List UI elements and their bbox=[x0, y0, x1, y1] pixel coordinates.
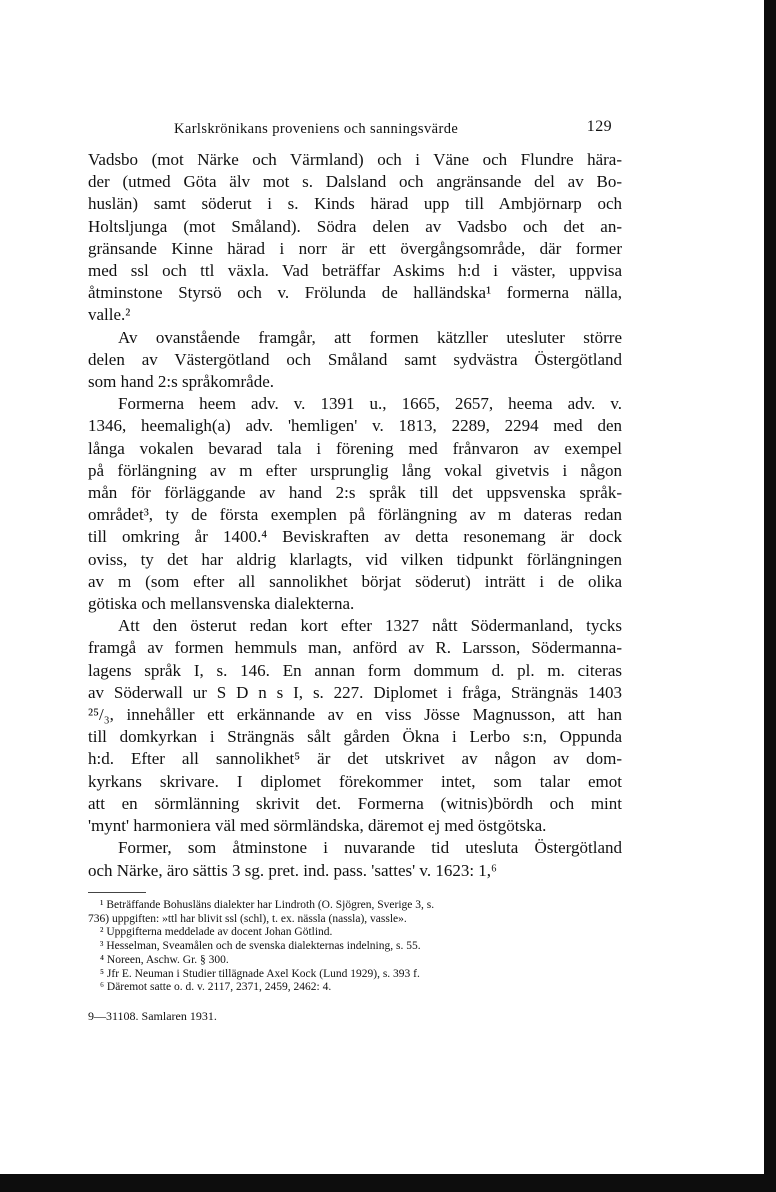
footnote-divider bbox=[88, 892, 146, 893]
text-line: Vadsbo (mot Närke och Värmland) och i Väne och Flundre härа- bbox=[88, 150, 622, 169]
text-line: götiska och mellansvenska dialekterna. bbox=[88, 594, 355, 614]
footnote: ¹ Beträffande Bohusläns dialekter har Lindroth (O. Sjögren, Sverige 3, s. bbox=[100, 898, 435, 911]
running-head-title: Karlskrönikans proveniens och sanningsvärde bbox=[174, 121, 459, 137]
text-line: delen av Västergötland och Småland samt sydvästra Östergötland bbox=[88, 349, 622, 369]
text-line: valle.² bbox=[88, 305, 131, 325]
text-line: h:d. Efter all sannolikhet⁵ är det utskrivet av någon av dom- bbox=[88, 749, 622, 769]
text-line: som hand 2:s språkområde. bbox=[88, 372, 275, 392]
text-line: Holtsljunga (mot Småland). Södra delen av Vadsbo och det an- bbox=[88, 216, 622, 236]
text-line: och Närke, äro sättis 3 sg. pret. ind. pass. 'sattes' v. 1623: 1,⁶ bbox=[88, 860, 497, 880]
paragraph bbox=[88, 327, 622, 394]
text-line: av Söderwall ur S D n s I, s. 227. Diplomet i fråga, Strängnäs 1403 bbox=[88, 682, 622, 702]
text-line: Former, som åtminstone i nuvarande tid utesluta Östergötland bbox=[118, 838, 622, 858]
paragraph bbox=[88, 615, 622, 837]
text-line: Av ovanstående framgår, att formen kätzller utesluter större bbox=[118, 327, 622, 347]
text-line: av m (som efter all sannolikhet börjat söderut) inträtt i de olika bbox=[88, 571, 622, 591]
text-line: framgå av formen hemmuls man, anförd av R. Larsson, Södermanna- bbox=[88, 638, 622, 658]
text-line: åtminstone Styrsö och v. Frölunda de halländska¹ formerna nälla, bbox=[88, 283, 622, 303]
text-line: mån för förläggande av hand 2:s språk till det uppsvenska språk- bbox=[88, 483, 622, 503]
text-line: till omkring år 1400.⁴ Beviskraften av detta resonemang är dock bbox=[88, 527, 622, 547]
text-line: 1346, heemaligh(a) adv. 'hemligen' v. 1813, 2289, 2294 med den bbox=[88, 416, 622, 436]
paragraph bbox=[88, 837, 622, 881]
text-line: till domkyrkan i Strängnäs sålt gården Ökna i Lerbo s:n, Oppunda bbox=[88, 727, 622, 747]
text-line: oviss, ty det har aldrig klarlagts, vid vilken tidpunkt förlängningen bbox=[88, 549, 622, 569]
body-text bbox=[88, 149, 622, 882]
text-line: med ssl och ttl växla. Vad beträffar Askims h:d i väster, uppvisa bbox=[88, 261, 622, 281]
footnote: ³ Hesselman, Sveamålen och de svenska dialekternas indelning, s. 55. bbox=[100, 940, 421, 953]
page-number: 129 bbox=[586, 118, 612, 135]
footnote: 736) uppgiften: »ttl har blivit ssl (schl), t. ex. nässla (nassla), vassle». bbox=[88, 912, 407, 925]
paragraph bbox=[88, 149, 622, 327]
footnote: ⁶ Däremot satte o. d. v. 2117, 2371, 2459, 2462: 4. bbox=[100, 981, 332, 994]
text-line: långa vokalen bevarad tala i förening med frånvaron av exempel bbox=[88, 438, 622, 458]
footnote: ⁴ Noreen, Aschw. Gr. § 300. bbox=[100, 953, 229, 966]
text-line: Att den österut redan kort efter 1327 nått Södermanland, tycks bbox=[118, 616, 622, 636]
text-line: gränsande Kinne härad i norr är ett övergångsområde, där former bbox=[88, 238, 622, 258]
text-line: lagens språk I, s. 146. En annan form dommum d. pl. m. citeras bbox=[88, 660, 622, 680]
printer-signature: 9—31108. Samlaren 1931. bbox=[88, 1009, 217, 1024]
footnotes bbox=[88, 899, 622, 996]
text-line: 'mynt' harmoniera väl med sörmländska, däremot ej med östgötska. bbox=[88, 816, 547, 836]
text-line: att en sörmlänning skrivit det. Formerna (witnis)bördh och mint bbox=[88, 793, 622, 813]
text-line: huslän) samt söderut i s. Kinds härad upp till Ambjörnarp och bbox=[88, 194, 622, 214]
paragraph bbox=[88, 393, 622, 615]
text-line: området³, ty de första exemplen på förlängning av m dateras redan bbox=[88, 505, 622, 525]
text-line: på förlängning av m efter ursprunglig lång vokal givetvis i någon bbox=[88, 460, 622, 480]
page bbox=[88, 115, 622, 1024]
running-head bbox=[88, 115, 622, 149]
scan-edge-bottom bbox=[0, 1174, 776, 1192]
text-line: Formerna heem adv. v. 1391 u., 1665, 2657, heema adv. v. bbox=[118, 394, 622, 414]
text-line: kyrkans skrivare. I diplomet förekommer intet, som talar emot bbox=[88, 771, 622, 791]
footnote: ⁵ Jfr E. Neuman i Studier tillägnade Axel Kock (Lund 1929), s. 393 f. bbox=[100, 967, 420, 980]
footnote: ² Uppgifterna meddelade av docent Johan Götlind. bbox=[100, 926, 333, 939]
text-line: der (utmed Göta älv mot s. Dalsland och angränsande del av Bo- bbox=[88, 172, 622, 192]
text-line: ²⁵/₃, innehåller ett erkännande av en viss Jösse Magnusson, att han bbox=[88, 705, 622, 725]
scan-edge-right bbox=[764, 0, 776, 1192]
